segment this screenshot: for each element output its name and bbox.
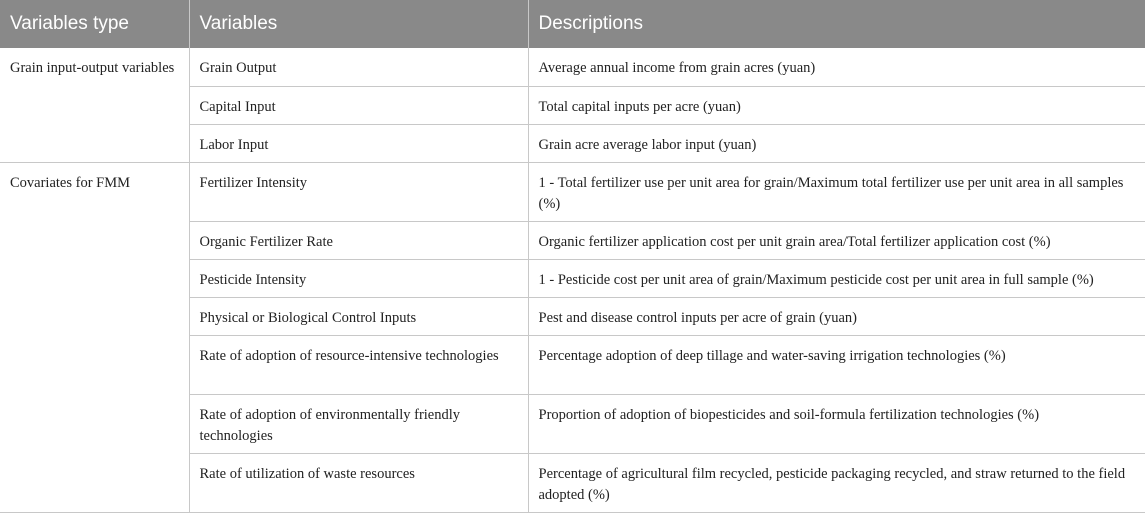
description-cell: Pest and disease control inputs per acre of grain (yuan) — [528, 297, 1145, 335]
variable-cell: Rate of adoption of resource-intensive technologies — [189, 335, 528, 394]
header-variables-type: Variables type — [0, 0, 189, 48]
header-descriptions: Descriptions — [528, 0, 1145, 48]
description-cell: Proportion of adoption of biopesticides and soil-formula fertilization technologies (%) — [528, 394, 1145, 453]
description-cell: 1 - Total fertilizer use per unit area for grain/Maximum total fertilizer use per unit area in all samples (%) — [528, 162, 1145, 221]
table-row — [0, 162, 1145, 221]
header-variables: Variables — [189, 0, 528, 48]
variable-type-cell: Grain input-output variables — [0, 48, 189, 162]
variable-cell: Pesticide Intensity — [189, 259, 528, 297]
variable-cell: Fertilizer Intensity — [189, 162, 528, 221]
description-cell: Total capital inputs per acre (yuan) — [528, 86, 1145, 124]
variable-cell: Capital Input — [189, 86, 528, 124]
variable-cell: Physical or Biological Control Inputs — [189, 297, 528, 335]
variable-cell: Organic Fertilizer Rate — [189, 221, 528, 259]
description-cell: Grain acre average labor input (yuan) — [528, 124, 1145, 162]
header-row — [0, 0, 1145, 48]
description-cell: 1 - Pesticide cost per unit area of grain/Maximum pesticide cost per unit area in full sample (%) — [528, 259, 1145, 297]
variable-cell: Labor Input — [189, 124, 528, 162]
description-cell: Organic fertilizer application cost per unit grain area/Total fertilizer application cost (%) — [528, 221, 1145, 259]
variable-cell: Rate of adoption of environmentally friendly technologies — [189, 394, 528, 453]
description-cell: Percentage adoption of deep tillage and water-saving irrigation technologies (%) — [528, 335, 1145, 394]
variable-type-cell: Covariates for FMM — [0, 162, 189, 512]
description-cell: Percentage of agricultural film recycled, pesticide packaging recycled, and straw returned to the field adopted (%) — [528, 453, 1145, 512]
table-header — [0, 0, 1145, 48]
variable-cell: Rate of utilization of waste resources — [189, 453, 528, 512]
variable-cell: Grain Output — [189, 48, 528, 86]
table-body — [0, 48, 1145, 512]
table-row — [0, 48, 1145, 86]
description-cell: Average annual income from grain acres (yuan) — [528, 48, 1145, 86]
